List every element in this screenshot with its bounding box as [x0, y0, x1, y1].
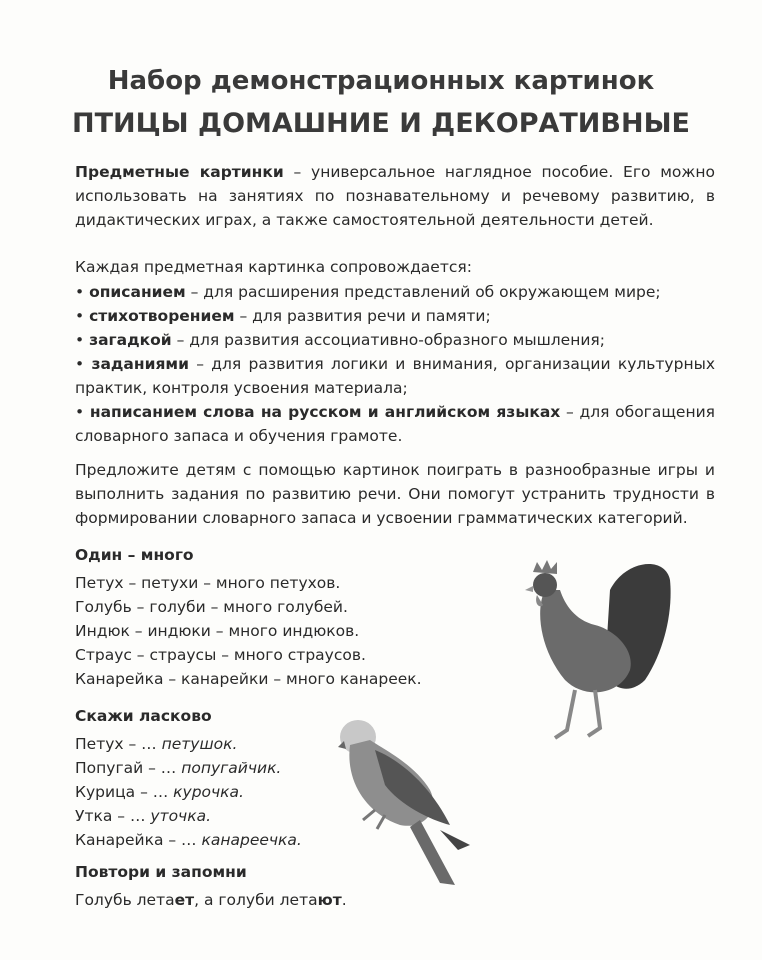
affection-row: Петух – … петушок.	[75, 735, 238, 753]
one-many-row: Страус – страусы – много страусов.	[75, 646, 366, 664]
bullet-item: • описанием – для расширения представлений об окружающем мире;	[75, 283, 661, 301]
one-many-heading: Один – много	[75, 546, 194, 564]
rooster-image	[515, 550, 675, 745]
bullet-item: • стихотворением – для развития речи и памяти;	[75, 307, 491, 325]
bullet-item: • загадкой – для развития ассоциативно-образного мышления;	[75, 331, 605, 349]
list-intro: Каждая предметная картинка сопровождается:	[75, 258, 472, 276]
title-line-2: ПТИЦЫ ДОМАШНИЕ И ДЕКОРАТИВНЫЕ	[72, 108, 690, 139]
one-many-row: Голубь – голуби – много голубей.	[75, 598, 348, 616]
bullet-list	[75, 280, 715, 448]
intro-bold: Предметные картинки	[75, 163, 284, 181]
affection-row: Курица – … курочка.	[75, 783, 244, 801]
bullet-item: • заданиями – для развития логики и внимания, организации культурных практик, контроля усвоения материала;	[75, 355, 715, 397]
intro-text: – универсальное наглядное пособие. Его можно использовать на занятиях по познавательному и речевому развитию, в дидактических играх, а также самостоятельной деятельности детей.	[75, 163, 715, 229]
affection-heading: Скажи ласково	[75, 707, 212, 725]
one-many-row: Петух – петухи – много петухов.	[75, 574, 341, 592]
budgerigar-image	[330, 715, 480, 895]
one-many-row: Индюк – индюки – много индюков.	[75, 622, 360, 640]
affection-row: Утка – … уточка.	[75, 807, 212, 825]
suggest-paragraph: Предложите детям с помощью картинок поиграть в разнообразные игры и выполнить задания по развитию речи. Они помогут устранить трудности в формировании словарного запаса и усвоении грамматических категорий.	[75, 461, 715, 527]
repeat-heading: Повтори и запомни	[75, 863, 247, 881]
repeat-section	[75, 860, 347, 912]
intro-paragraph	[75, 160, 715, 232]
repeat-sentence: Голубь летает, а голуби летают.	[75, 891, 347, 909]
affection-row: Канарейка – … канареечка.	[75, 831, 302, 849]
one-many-section	[75, 543, 422, 691]
affection-section	[75, 704, 302, 852]
one-many-row: Канарейка – канарейки – много канареек.	[75, 670, 422, 688]
title-line-1: Набор демонстрационных картинок	[107, 66, 655, 96]
affection-row: Попугай – … попугайчик.	[75, 759, 282, 777]
bullet-item: • написанием слова на русском и английском языках – для обогащения словарного запаса и обучения грамоте.	[75, 403, 715, 445]
